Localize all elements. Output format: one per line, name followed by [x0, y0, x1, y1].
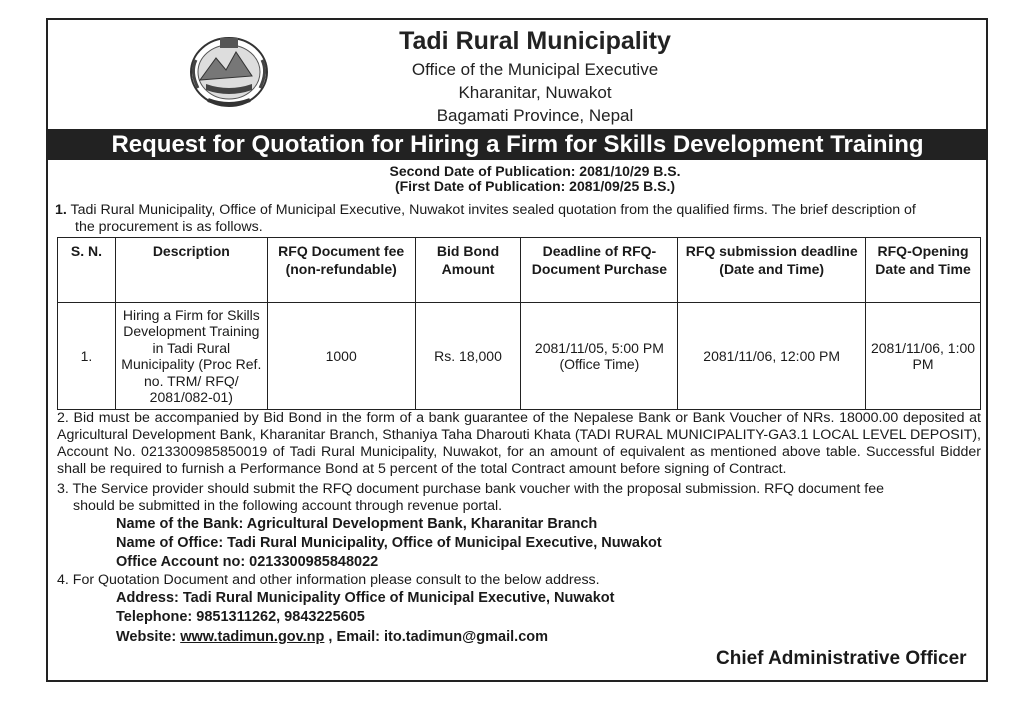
table-row: [58, 303, 981, 410]
col-header-opening: RFQ-Opening Date and Time: [866, 238, 981, 303]
clause-1-number: 1.: [55, 202, 67, 218]
col-header-fee: RFQ Document fee (non-refundable): [267, 238, 415, 303]
col-header-description: Description: [115, 238, 267, 303]
cell-submission-deadline: 2081/11/06, 12:00 PM: [678, 303, 866, 410]
office-name: Office of the Municipal Executive: [411, 60, 659, 79]
cell-bid-bond: Rs. 18,000: [415, 303, 521, 410]
office-province: Bagamati Province, Nepal: [436, 106, 634, 125]
contact-address: Address: Tadi Rural Municipality Office of Municipal Executive, Nuwakot: [116, 590, 615, 606]
cell-fee: 1000: [267, 303, 415, 410]
clause-1-text: Tadi Rural Municipality, Office of Municipal Executive, Nuwakot invites sealed quotation from the qualified firms. The brief description of: [70, 202, 916, 218]
clause-1-cont: the procurement is as follows.: [75, 219, 263, 235]
cell-purchase-deadline: 2081/11/05, 5:00 PM (Office Time): [521, 303, 678, 410]
col-header-sn: S. N.: [58, 238, 116, 303]
notice-title-banner: Request for Quotation for Hiring a Firm for Skills Development Training: [47, 129, 988, 160]
bank-account: Office Account no: 0213300985848022: [116, 554, 379, 570]
first-publication-date: (First Date of Publication: 2081/09/25 B.S.): [394, 178, 676, 194]
col-header-submission-deadline: RFQ submission deadline (Date and Time): [678, 238, 866, 303]
clause-2: 2. Bid must be accompanied by Bid Bond in the form of a bank guarantee of the Nepalese Bank or Bank Voucher of NRs. 18000.00 deposited at Agricultural Development Bank, Kharanitar Branch, Sthaniya Taha Dharouti Khata (TADI RURAL MUNICIPALITY-GA3.1 LOCAL LEVEL DEPOSIT), Account No. 0213300985850019 of Tadi Rural Municipality, Nuwakot, for an amount of equivalent as mentioned above table. Successful Bidder shall be required to furnish a Performance Bond at 5 percent of the total Contract amount before signing of Contract.: [57, 410, 981, 477]
signatory: Chief Administrative Officer: [716, 648, 967, 669]
clause-3: [57, 481, 981, 515]
website-label: Website:: [116, 629, 177, 645]
second-publication-date: Second Date of Publication: 2081/10/29 B.S.: [389, 163, 681, 179]
cell-description: Hiring a Firm for Skills Development Training in Tadi Rural Municipality (Proc Ref. no. TRM/ RFQ/ 2081/082-01): [115, 303, 267, 410]
contact-web-email: [116, 629, 548, 645]
municipality-emblem-icon: [186, 30, 272, 110]
clause-1: [55, 202, 975, 236]
cell-opening: 2081/11/06, 1:00 PM: [866, 303, 981, 410]
contact-telephone: Telephone: 9851311262, 9843225605: [116, 609, 365, 625]
col-header-bid-bond: Bid Bond Amount: [415, 238, 521, 303]
procurement-table: [57, 237, 981, 410]
bank-name: Name of the Bank: Agricultural Development Bank, Kharanitar Branch: [116, 516, 598, 532]
cell-sn: 1.: [58, 303, 116, 410]
clause-3-text: 3. The Service provider should submit the RFQ document purchase bank voucher with the proposal submission. RFQ document fee: [57, 481, 884, 497]
clause-3-cont: should be submitted in the following account through revenue portal.: [73, 498, 503, 514]
office-location: Kharanitar, Nuwakot: [458, 83, 612, 102]
website-link[interactable]: www.tadimun.gov.np: [180, 629, 325, 645]
org-name: Tadi Rural Municipality: [399, 27, 671, 55]
bank-office-name: Name of Office: Tadi Rural Municipality, Office of Municipal Executive, Nuwakot: [116, 535, 662, 551]
clause-4: 4. For Quotation Document and other information please consult to the below address.: [57, 572, 600, 588]
table-header-row: [58, 238, 981, 303]
col-header-purchase-deadline: Deadline of RFQ-Document Purchase: [521, 238, 678, 303]
email-text: , Email: ito.tadimun@gmail.com: [328, 629, 549, 645]
